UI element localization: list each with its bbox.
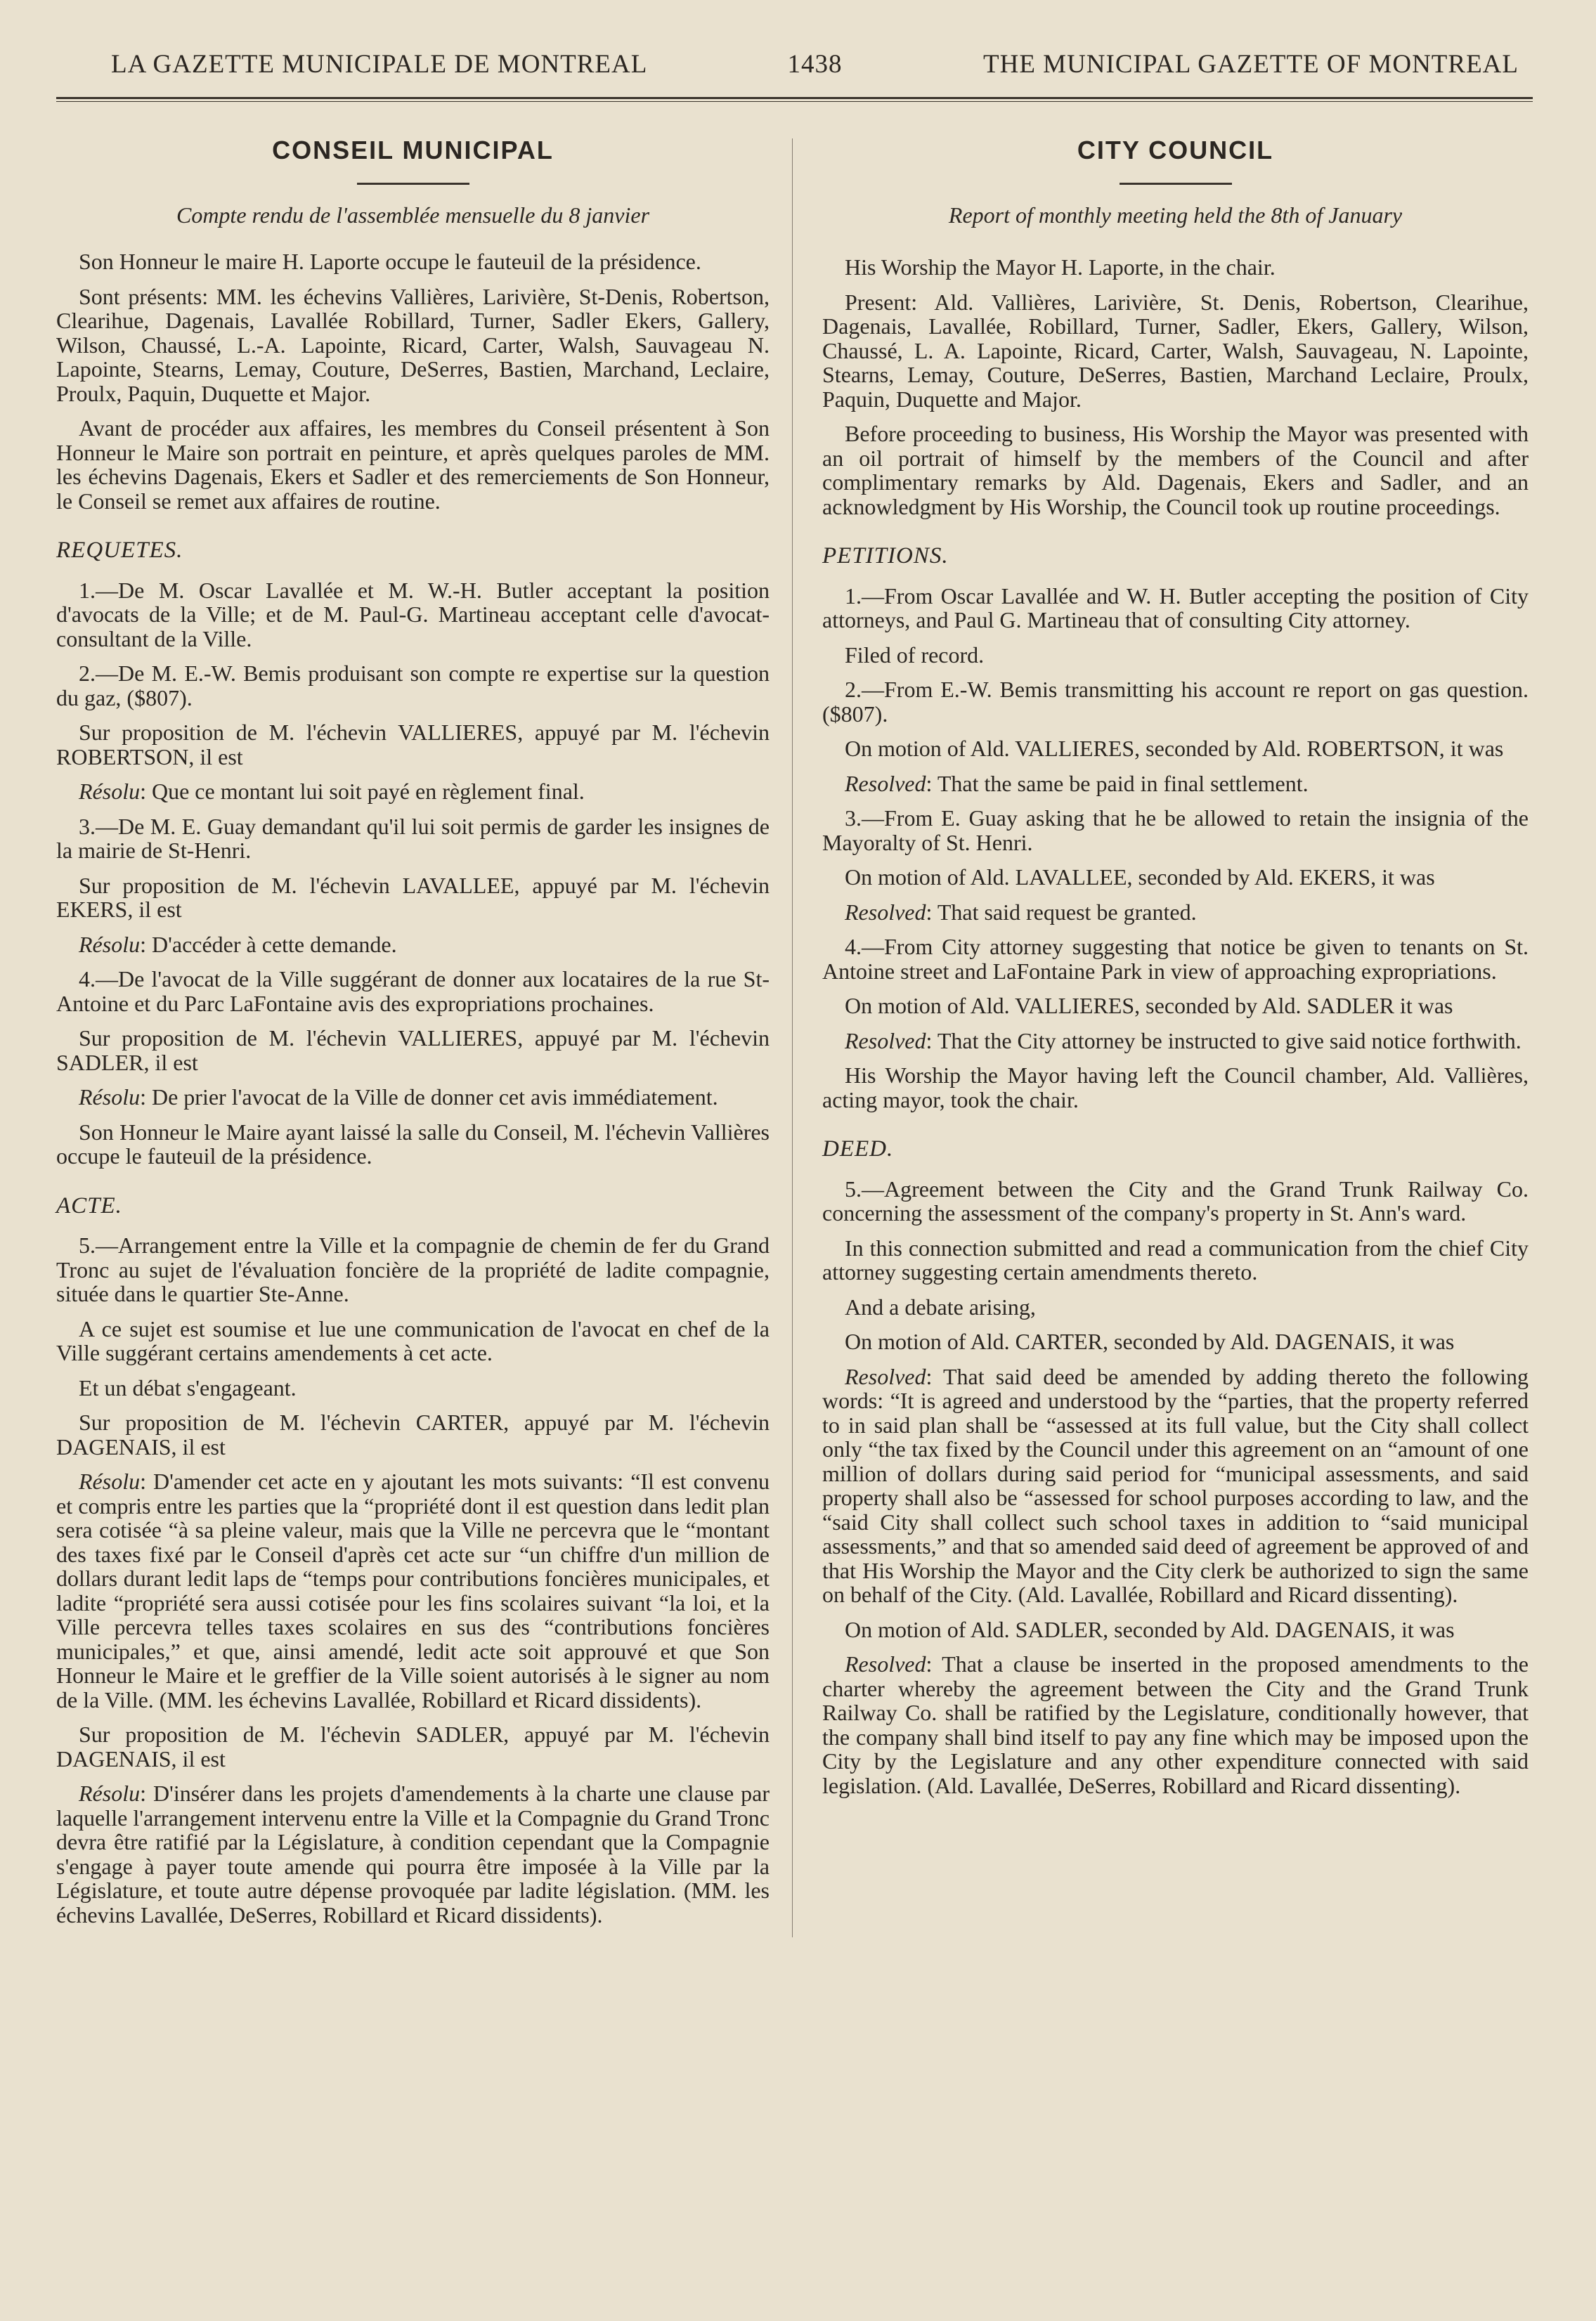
resolution-text: : De prier l'avocat de la Ville de donner cet avis immédiatement. [140, 1084, 718, 1110]
resolution-text: : D'amender cet acte en y ajoutant les mots suivants: “Il est convenu et compris entre les parties que la “propriété dont il est question dans ledit plan sera cotisée “à sa pleine valeur, mais que la Ville ne percevra que le “montant des taxes fixé par le Conseil d'après cet acte sur “un chiffre d'un million de dollars durant ledit laps de “temps pour contributions foncières municipales, et ladite “propriété sera aussi cotisée pour les fins scolaires suivant “la loi, et la Ville percevra telles taxes scolaires en sus des “contributions foncières municipales,” et que, ainsi amendé, ledit acte soit approuvé et que Son Honneur le Maire et le greffier de la Ville soient autorisés à le signer au nom de la Ville. (MM. les échevins Lavallée, Robillard et Ricard dissidents). [56, 1469, 770, 1712]
paragraph: 2.—From E.-W. Bemis transmitting his account re report on gas question. ($807). [822, 677, 1529, 727]
paragraph: Sur proposition de M. l'échevin SADLER, appuyé par M. l'échevin DAGENAIS, il est [56, 1722, 770, 1771]
paragraph: Sur proposition de M. l'échevin CARTER, appuyé par M. l'échevin DAGENAIS, il est [56, 1410, 770, 1459]
section-heading-acte: ACTE. [56, 1192, 122, 1218]
paragraph: In this connection submitted and read a communication from the chief City attorney suggesting certain amendments thereto. [822, 1235, 1529, 1285]
paragraph: 5.—Arrangement entre la Ville et la compagnie de chemin de fer du Grand Tronc au sujet de l'évaluation foncière de la propriété de ladite compagnie, située dans le quartier Ste-Anne. [56, 1233, 770, 1306]
resolution [822, 900, 1529, 925]
resolution-text: : That a clause be inserted in the proposed amendments to the charter whereby the agreement between the City and the Grand Trunk Railway Co. shall be ratified by the Legislature, conditionally however, that the company shall bind itself to pay any fine which may be imposed upon the City by the Legislature and any other expenditure connected with said legislation. (Ald. Lavallée, DeSerres, Robillard and Ricard dissenting). [822, 1651, 1529, 1798]
resolution [56, 779, 770, 804]
paragraph: Filed of record. [845, 642, 985, 668]
resolution [822, 1365, 1529, 1607]
paragraph: Present: Ald. Vallières, Larivière, St. Denis, Robertson, Clearihue, Dagenais, Lavallée, Robillard, Turner, Sadler, Ekers, Gallery, Wilson, Chaussé, L. A. Lapointe, Ricard, Carter, Walsh, Sauvageau, N. Lapointe, Stearns, Lemay, Couture, DeSerres, Bastien, Marchand Leclaire, Proulx, Paquin, Duquette and Major. [822, 289, 1529, 412]
paragraph: His Worship the Mayor having left the Council chamber, Ald. Vallières, acting mayor, took the chair. [822, 1062, 1529, 1112]
resolution-text: : Que ce montant lui soit payé en règlement final. [140, 779, 585, 804]
resolution-text: : D'insérer dans les projets d'amendements à la charte une clause par laquelle l'arrangement intervenu entre la Ville et la Compagnie du Grand Tronc devra être ratifié par la Législature, à condition cependant que la Compagnie s'engage à payer toute amende qui pourra être imposée à la Ville par la Législature, et toute autre dépense provoquée par ladite législation. (MM. les échevins Lavallée, DeSerres, Robillard et Ricard dissidents). [56, 1781, 770, 1927]
paragraph: 2.—De M. E.-W. Bemis produisant son compte re expertise sur la question du gaz, ($807). [56, 661, 770, 710]
resolution [822, 772, 1529, 796]
resolution-label: Résolu [79, 1469, 141, 1494]
paragraph: And a debate arising, [845, 1294, 1036, 1320]
paragraph: Son Honneur le Maire ayant laissé la salle du Conseil, M. l'échevin Vallières occupe le fauteuil de la présidence. [56, 1119, 770, 1169]
resolution-label: Resolved [845, 770, 926, 796]
resolution [822, 1652, 1529, 1797]
paragraph: On motion of Ald. LAVALLEE, seconded by Ald. EKERS, it was [845, 864, 1435, 890]
paragraph: 1.—From Oscar Lavallée and W. H. Butler accepting the position of City attorneys, and Paul G. Martineau that of consulting City attorney. [822, 583, 1529, 632]
resolution [56, 1469, 770, 1712]
resolution [56, 1085, 770, 1110]
paragraph: A ce sujet est soumise et lue une communication de l'avocat en chef de la Ville suggérant certains amendements à cet acte. [56, 1315, 770, 1365]
french-subtitle: Compte rendu de l'assemblée mensuelle du 8 janvier [176, 202, 650, 228]
paragraph: 1.—De M. Oscar Lavallée et M. W.-H. Butler acceptant la position d'avocats de la Ville; et de M. Paul-G. Martineau acceptant celle d'avocat-consultant de la Ville. [56, 577, 770, 651]
paragraph: His Worship the Mayor H. Laporte, in the chair. [845, 254, 1276, 280]
resolution-text: : D'accéder à cette demande. [140, 931, 397, 957]
resolution-text: : That the City attorney be instructed to give said notice forthwith. [926, 1027, 1522, 1053]
header-rule [56, 97, 1533, 99]
french-section-title: CONSEIL MUNICIPAL [272, 136, 554, 164]
paragraph: 3.—From E. Guay asking that he be allowed to retain the insignia of the Mayoralty of St. Henri. [822, 805, 1529, 855]
resolution-label: Résolu [79, 1781, 141, 1806]
resolution-label: Resolved [845, 899, 926, 925]
english-section-title: CITY COUNCIL [1077, 136, 1274, 164]
paragraph: On motion of Ald. CARTER, seconded by Ald. DAGENAIS, it was [845, 1329, 1455, 1354]
column-divider [792, 138, 793, 1937]
paragraph: Sont présents: MM. les échevins Vallières, Larivière, St-Denis, Robertson, Clearihue, Dagenais, Lavallée Robillard, Turner, Sadler Ekers, Gallery, Wilson, Chaussé, L.-A. Lapointe, Ricard, Carter, Walsh, Sauvageau N. Lapointe, Stearns, Lemay, Couture, DeSerres, Bastien, Marchand, Leclaire, Proulx, Paquin, Duquette et Major. [56, 283, 770, 406]
running-header [56, 49, 1533, 91]
section-heading-petitions: PETITIONS. [822, 543, 949, 568]
resolution-label: Resolved [845, 1363, 926, 1389]
paragraph: 4.—De l'avocat de la Ville suggérant de donner aux locataires de la rue St-Antoine et du Parc LaFontaine avis des expropriations prochaines. [56, 966, 770, 1016]
paragraph: 4.—From City attorney suggesting that notice be given to tenants on St. Antoine street and LaFontaine Park in view of approaching expropriations. [822, 934, 1529, 984]
resolution-label: Resolved [845, 1651, 926, 1677]
paragraph: Before proceeding to business, His Worship the Mayor was presented with an oil portrait of himself by the members of the Council and after complimentary remarks by Ald. Dagenais, Ekers and Sadler, and an acknowledgment by His Worship, the Council took up routine proceedings. [822, 421, 1529, 519]
paragraph: On motion of Ald. VALLIERES, seconded by Ald. SADLER it was [845, 993, 1453, 1018]
page-number: 1438 [787, 50, 843, 79]
header-french-title: LA GAZETTE MUNICIPALE DE MONTREAL [111, 50, 648, 79]
resolution-label: Résolu [79, 1084, 141, 1110]
section-heading-requetes: REQUETES. [56, 538, 183, 563]
paragraph: Sur proposition de M. l'échevin LAVALLEE, appuyé par M. l'échevin EKERS, il est [56, 872, 770, 922]
paragraph: Sur proposition de M. l'échevin VALLIERES, appuyé par M. l'échevin SADLER, il est [56, 1025, 770, 1075]
resolution [56, 1781, 770, 1927]
bilingual-columns [56, 117, 1533, 1937]
header-rule-thin [56, 101, 1533, 102]
resolution [56, 932, 770, 957]
paragraph: Sur proposition de M. l'échevin VALLIERES, appuyé par M. l'échevin ROBERTSON, il est [56, 720, 770, 769]
header-english-title: THE MUNICIPAL GAZETTE OF MONTREAL [983, 50, 1519, 79]
english-subtitle: Report of monthly meeting held the 8th of January [948, 202, 1403, 228]
paragraph: 3.—De M. E. Guay demandant qu'il lui soit permis de garder les insignes de la mairie de St-Henri. [56, 813, 770, 863]
resolution-text: : That said deed be amended by adding thereto the following words: “It is agreed and understood by the “parties, that the property referred to in said plan shall be “assessed at its full value, but the City shall collect only “the tax fixed by the Council under this agreement on an “amount of one million of dollars during said period for “municipal assessments, and said property shall also be “assessed for school purposes according to law, and the “said City shall collect such school taxes in addition to “said municipal assessments,” and that so amended said deed of agreement be approved of and that His Worship the Mayor and the City clerk be authorized to sign the same on behalf of the City. (Ald. Lavallée, Robillard and Ricard dissenting). [822, 1363, 1529, 1607]
resolution-label: Resolved [845, 1027, 926, 1053]
paragraph: 5.—Agreement between the City and the Grand Trunk Railway Co. concerning the assessment of the company's property in St. Ann's ward. [822, 1176, 1529, 1225]
french-column [56, 117, 784, 1937]
paragraph: On motion of Ald. VALLIERES, seconded by Ald. ROBERTSON, it was [845, 736, 1504, 761]
resolution-label: Résolu [79, 779, 141, 804]
title-rule [1120, 183, 1232, 185]
paragraph: Son Honneur le maire H. Laporte occupe le fauteuil de la présidence. [79, 249, 701, 274]
paragraph: Et un débat s'engageant. [79, 1374, 297, 1400]
title-rule [357, 183, 469, 185]
resolution-text: : That said request be granted. [926, 899, 1197, 925]
section-heading-deed: DEED. [822, 1136, 894, 1162]
resolution-label: Résolu [79, 931, 141, 957]
paragraph: On motion of Ald. SADLER, seconded by Ald. DAGENAIS, it was [845, 1616, 1455, 1642]
paragraph: Avant de procéder aux affaires, les membres du Conseil présentent à Son Honneur le Maire son portrait en peinture, et après quelques paroles de MM. les échevins Dagenais, Ekers et Sadler et des remerciements de Son Honneur, le Conseil se remet aux affaires de routine. [56, 415, 770, 514]
resolution-text: : That the same be paid in final settlement. [926, 770, 1309, 796]
english-column [801, 117, 1529, 1937]
resolution [822, 1029, 1529, 1053]
